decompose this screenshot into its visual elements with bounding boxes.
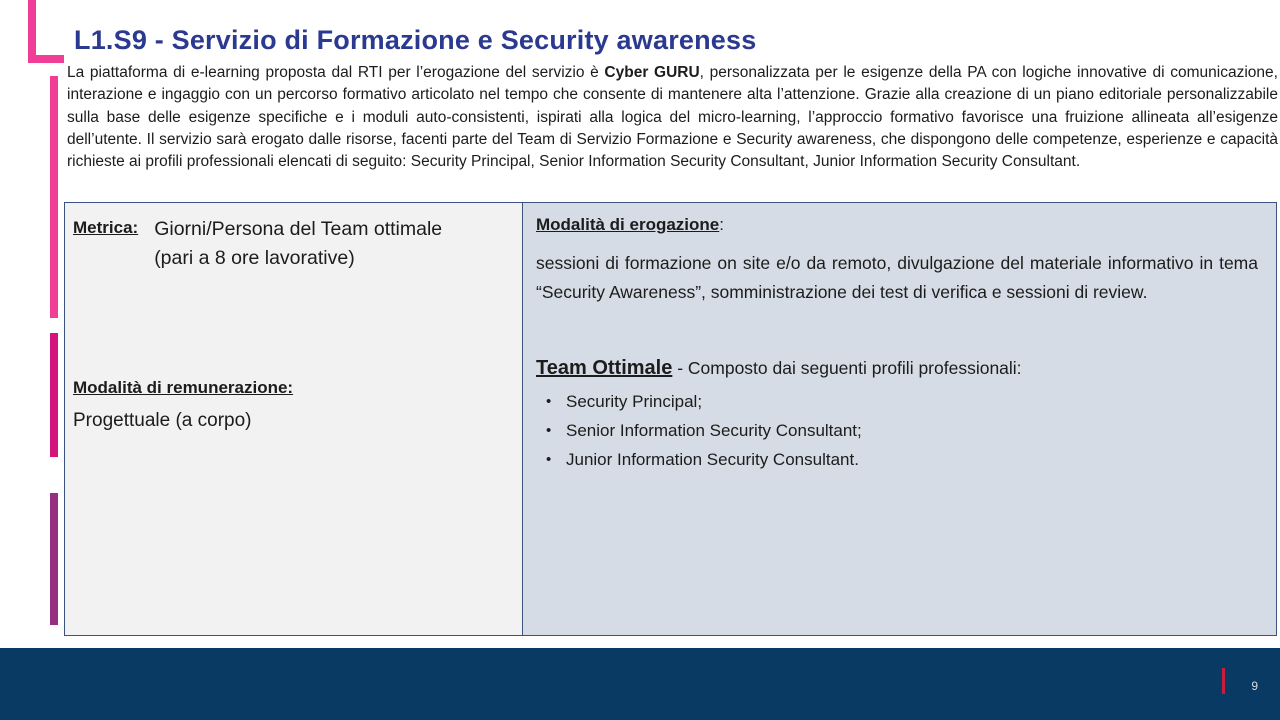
- footer-bar: [0, 648, 1280, 720]
- metric-value-line1: Giorni/Persona del Team ottimale: [154, 218, 443, 240]
- team-member-item: • Senior Information Security Consultant;: [536, 416, 1258, 445]
- service-details-table: [64, 202, 1277, 636]
- table-cell-right: [523, 203, 1276, 635]
- metric-value: [154, 215, 442, 273]
- team-heading: [536, 353, 1258, 383]
- intro-text-before-bold: La piattaforma di e-learning proposta dal RTI per l’erogazione del servizio è: [67, 64, 605, 81]
- table-cell-left: [65, 203, 523, 635]
- delivery-heading: [536, 212, 1258, 238]
- team-block: [536, 353, 1258, 474]
- team-suffix: - Composto dai seguenti profili professionali:: [672, 358, 1022, 378]
- delivery-text: sessioni di formazione on site e/o da remoto, divulgazione del materiale informativo in tema “Security Awareness”, somministrazione dei test di verifica e sessioni di review.: [536, 253, 1258, 302]
- intro-paragraph: [67, 62, 1278, 173]
- delivery-colon: :: [719, 215, 724, 234]
- team-members-list: [536, 387, 1258, 474]
- intro-bold-product-name: Cyber GURU: [604, 64, 700, 81]
- accent-bracket-horizontal: [28, 55, 64, 63]
- remuneration-block: [73, 375, 512, 432]
- accent-bar-purple: [50, 493, 58, 625]
- intro-text-after-bold: , personalizzata per le esigenze della PA con logiche innovative di comunicazione, interazione e ingaggio con un percorso formativo articolato nel tempo che consente di mantenere alta l’attenzione. Grazie alla creazione di un piano editoriale personalizzabile sulla base delle esigenze specifiche e i moduli auto-consistenti, ispirati alla logica del micro-learning, l’approccio formativo favorisce una fruizione allineata all’esigenze dell’utente. Il servizio sarà erogato dalle risorse, facenti parte del Team di Servizio Formazione e Security awareness, che dispongono delle competenze, esperienze e capacità richieste ai profili professionali elencati di seguito: Security Principal, Senior Information Security Consultant, Junior Information Security Consultant.: [67, 64, 1278, 171]
- accent-bar-magenta: [50, 333, 58, 457]
- metric-label: Metrica:: [73, 218, 139, 237]
- accent-bracket-vertical: [28, 0, 36, 63]
- delivery-label: Modalità di erogazione: [536, 215, 720, 234]
- accent-bar-pink: [50, 76, 58, 318]
- remuneration-value: Progettuale (a corpo): [73, 410, 252, 431]
- team-member-item: • Security Principal;: [536, 387, 1258, 416]
- remuneration-label: Modalità di remunerazione:: [73, 378, 294, 397]
- page-number: 9: [1251, 679, 1258, 693]
- team-member-item: • Junior Information Security Consultant.: [536, 445, 1258, 474]
- metric-row: [73, 215, 512, 273]
- slide-title: L1.S9 - Servizio di Formazione e Security awareness: [74, 25, 757, 55]
- metric-value-line2: (pari a 8 ore lavorative): [154, 247, 355, 269]
- footer-red-tick: [1222, 668, 1225, 694]
- team-label: Team Ottimale: [536, 357, 673, 379]
